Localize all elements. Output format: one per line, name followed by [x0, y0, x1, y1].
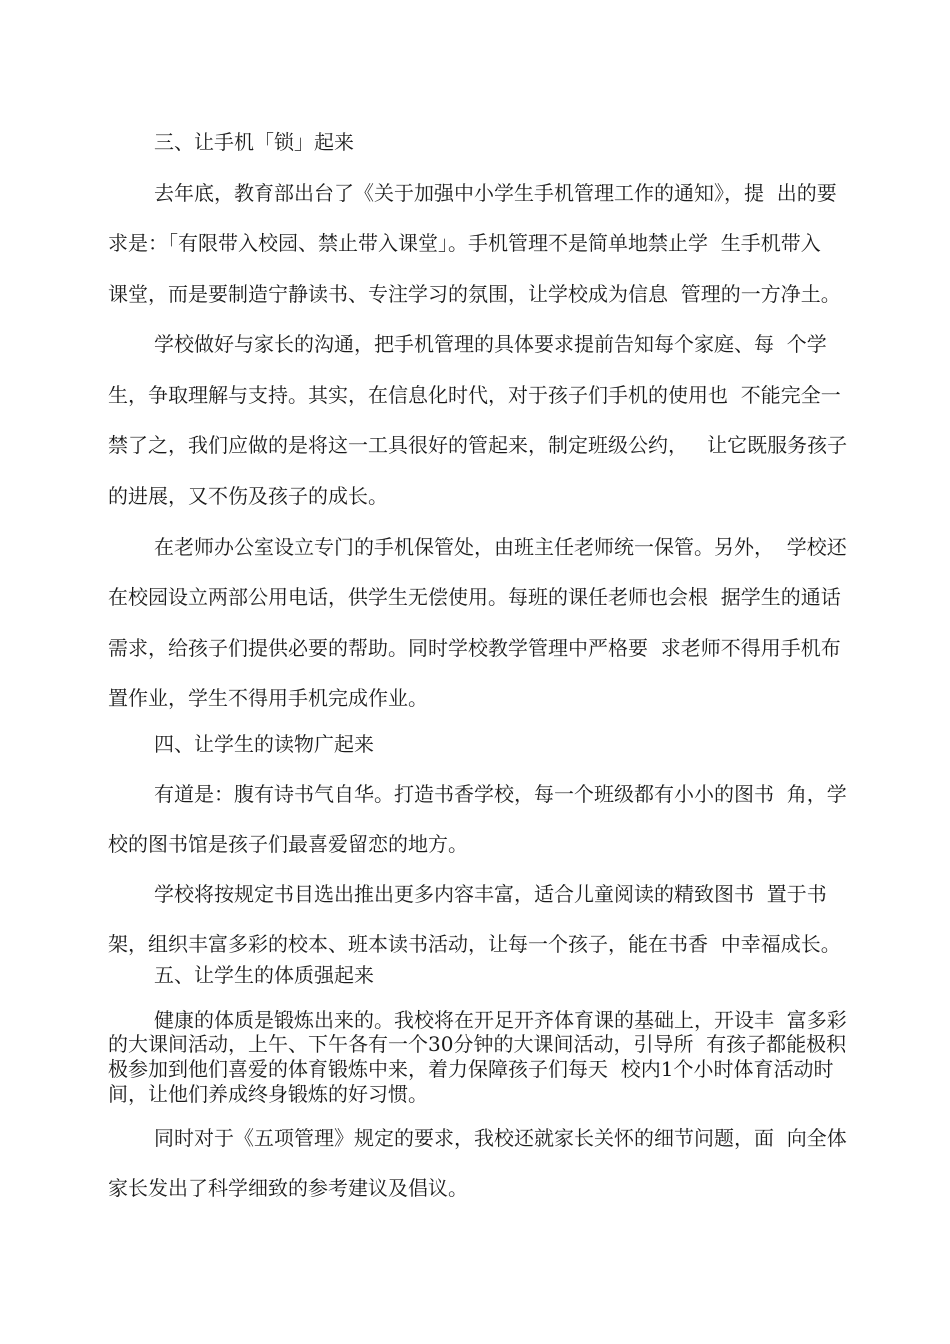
paragraph-line: 在老师办公室设立专门的手机保管处，由班主任老师统一保管。另外， 学校还	[154, 535, 847, 559]
paragraph-line: 去年底，教育部出台了《关于加强中小学生手机管理工作的通知》，提 出的要	[154, 181, 837, 205]
paragraph-line: 需求，给孩子们提供必要的帮助。同时学校教学管理中严格要 求老师不得用手机布	[108, 636, 841, 660]
paragraph-line: 置作业，学生不得用手机完成作业。	[108, 686, 428, 710]
paragraph-line: 学校做好与家长的沟通，把手机管理的具体要求提前告知每个家庭、每 个学	[154, 332, 827, 356]
paragraph-line: 生，争取理解与支持。其实，在信息化时代，对于孩子们手机的使用也 不能完全一	[108, 383, 841, 407]
paragraph-line: 架，组织丰富多彩的校本、班本读书活动，让每一个孩子，能在书香 中幸福成长。	[108, 932, 841, 956]
section-heading-3: 三、让手机「锁」起来	[154, 130, 354, 154]
paragraph-line: 的大课间活动，上午、下午各有一个30分钟的大课间活动，引导所 有孩子都能极积	[108, 1032, 847, 1056]
section-heading-5: 五、让学生的体质强起来	[154, 963, 374, 987]
paragraph-line: 课堂，而是要制造宁静读书、专注学习的氛围，让学校成为信息 管理的一方净土。	[108, 282, 841, 306]
paragraph-line: 有道是：腹有诗书气自华。打造书香学校，每一个班级都有小小的图书 角，学	[154, 782, 847, 806]
paragraph-line: 学校将按规定书目选出推出更多内容丰富，适合儿童阅读的精致图书 置于书	[154, 882, 827, 906]
paragraph-line: 的进展，又不伤及孩子的成长。	[108, 484, 388, 508]
paragraph-line: 健康的体质是锻炼出来的。我校将在开足开齐体育课的基础上，开设丰 富多彩	[154, 1008, 847, 1032]
paragraph-line: 校的图书馆是孩子们最喜爱留恋的地方。	[108, 832, 468, 856]
paragraph-line: 在校园设立两部公用电话，供学生无偿使用。每班的课任老师也会根 据学生的通话	[108, 585, 841, 609]
paragraph-line: 间，让他们养成终身锻炼的好习惯。	[108, 1082, 428, 1106]
paragraph-line: 极参加到他们喜爱的体育锻炼中来，着力保障孩子们每天 校内1个小时体育活动时	[108, 1057, 834, 1081]
section-heading-4: 四、让学生的读物广起来	[154, 732, 374, 756]
paragraph-line: 求是：「有限带入校园、禁止带入课堂」。手机管理不是简单地禁止学 生手机带入	[108, 231, 821, 255]
paragraph-line: 同时对于《五项管理》规定的要求，我校还就家长关怀的细节问题，面 向全体	[154, 1126, 847, 1150]
paragraph-line: 家长发出了科学细致的参考建议及倡议。	[108, 1176, 468, 1200]
paragraph-line: 禁了之，我们应做的是将这一工具很好的管起来，制定班级公约， 让它既服务孩子	[108, 433, 848, 457]
